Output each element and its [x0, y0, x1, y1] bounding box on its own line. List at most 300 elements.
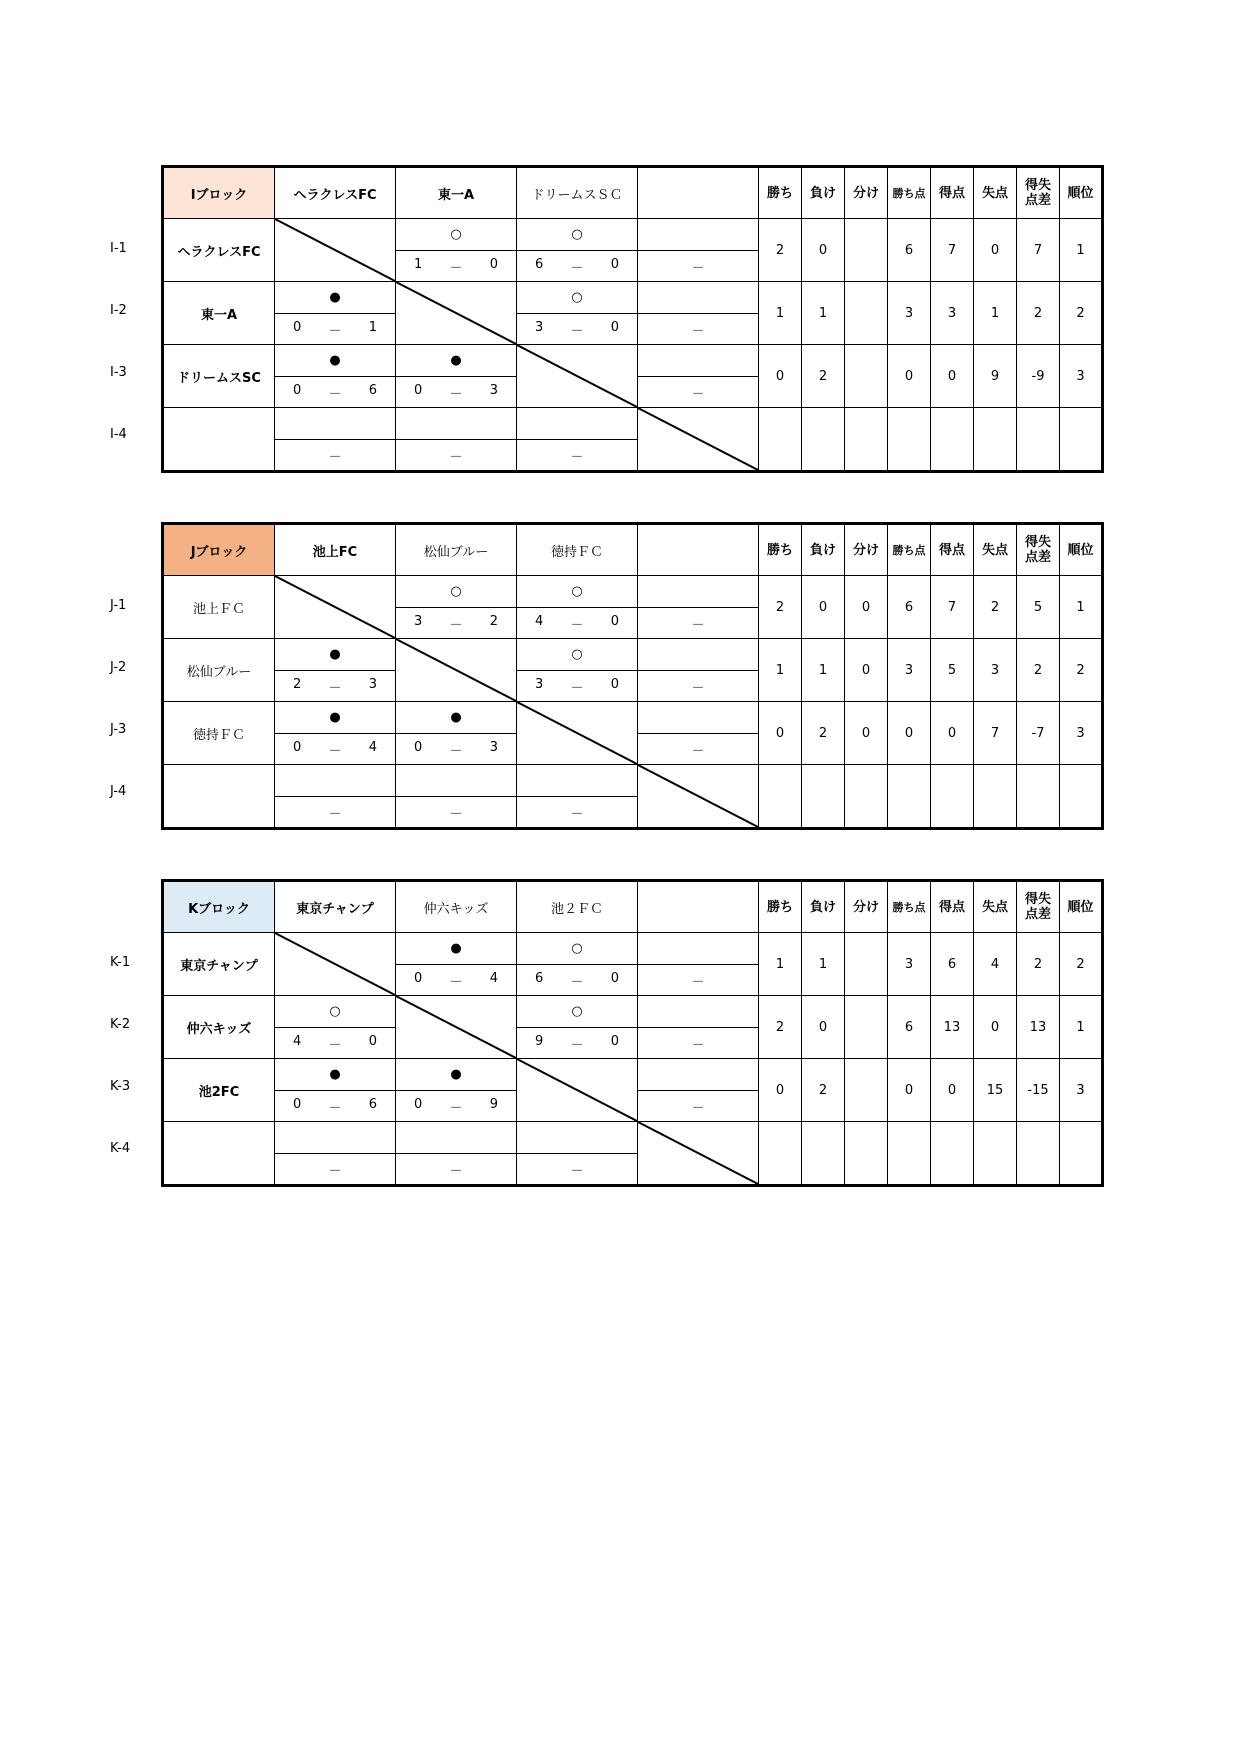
result-mark: [638, 702, 759, 734]
stat-header: 失点: [974, 881, 1017, 933]
team-row: [163, 1122, 1103, 1154]
score-wrap: [638, 1097, 758, 1116]
score-part: 0: [489, 256, 498, 272]
match-score: [638, 251, 759, 282]
stat-value: 1: [759, 933, 802, 996]
row-id-label: I-2: [110, 303, 127, 318]
score-part: －: [449, 743, 463, 759]
row-id-label: J-2: [110, 660, 127, 675]
stat-value: [759, 765, 802, 829]
match-score: [275, 1091, 396, 1122]
team-name: ヘラクレスFC: [163, 219, 275, 282]
stat-header: 勝ち点: [888, 524, 931, 576]
stat-value: 3: [888, 639, 931, 702]
match-score: [275, 377, 396, 408]
team-row: [163, 996, 1103, 1028]
self-match-cell: [396, 639, 517, 702]
stat-header: 負け: [802, 881, 845, 933]
result-mark: [275, 1122, 396, 1154]
score-part: －: [570, 974, 584, 990]
match-score: [275, 314, 396, 345]
score-part: 4: [489, 970, 498, 986]
score-wrap: [517, 257, 637, 276]
stat-value: [845, 282, 888, 345]
result-mark: ○: [396, 219, 517, 251]
row-id-label: I-1: [110, 241, 127, 256]
stat-value: [759, 1122, 802, 1186]
stat-value: [845, 345, 888, 408]
self-match-cell: [638, 765, 759, 829]
score-part: －: [328, 449, 342, 465]
result-mark: [517, 1122, 638, 1154]
diagonal-line: [517, 702, 637, 764]
stat-value: 1: [1060, 576, 1103, 639]
stat-value: [802, 765, 845, 829]
score-wrap: [396, 740, 516, 759]
score-wrap: [517, 446, 637, 465]
diagonal-line: [638, 1122, 758, 1184]
result-mark: ●: [396, 702, 517, 734]
score-part: －: [570, 260, 584, 276]
result-mark: [638, 996, 759, 1028]
self-match-cell: [275, 219, 396, 282]
standings-table: [161, 879, 1104, 1187]
team-name: 東京チャンプ: [163, 933, 275, 996]
match-score: [275, 734, 396, 765]
score-part: －: [691, 260, 705, 276]
stat-value: 2: [1017, 639, 1060, 702]
score-part: －: [449, 386, 463, 402]
score-part: 2: [293, 676, 302, 692]
score-wrap: [396, 614, 516, 633]
stat-header-text: 得失点差: [1024, 178, 1051, 208]
result-mark: [638, 219, 759, 251]
stat-value: 2: [802, 345, 845, 408]
score-wrap: [396, 383, 516, 402]
team-row: [163, 702, 1103, 734]
score-wrap: [638, 740, 758, 759]
result-mark: [517, 408, 638, 440]
result-mark: ○: [275, 996, 396, 1028]
result-mark: ○: [517, 639, 638, 671]
score-part: 0: [414, 382, 423, 398]
result-mark: [638, 282, 759, 314]
self-match-cell: [275, 576, 396, 639]
opponent-header: 仲六キッズ: [396, 881, 517, 933]
score-wrap: [396, 971, 516, 990]
self-match-cell: [517, 345, 638, 408]
stat-value: -15: [1017, 1059, 1060, 1122]
result-mark: ●: [396, 1059, 517, 1091]
block-name: Jブロック: [163, 524, 275, 576]
score-part: －: [449, 806, 463, 822]
score-wrap: [275, 803, 395, 822]
score-wrap: [396, 1160, 516, 1179]
stat-value: 2: [759, 996, 802, 1059]
team-name: [163, 408, 275, 472]
row-id-label: J-4: [110, 784, 127, 799]
block-name: Iブロック: [163, 167, 275, 219]
score-part: －: [691, 617, 705, 633]
opponent-header: [638, 881, 759, 933]
stat-value: 13: [931, 996, 974, 1059]
score-wrap: [638, 971, 758, 990]
match-score: [517, 440, 638, 472]
match-score: [396, 797, 517, 829]
score-wrap: [396, 446, 516, 465]
score-part: －: [449, 1163, 463, 1179]
stat-value: [845, 765, 888, 829]
score-wrap: [517, 677, 637, 696]
team-row: [163, 1059, 1103, 1091]
score-part: －: [570, 449, 584, 465]
match-score: [638, 1091, 759, 1122]
stat-value: 1: [802, 282, 845, 345]
stat-value: 2: [802, 702, 845, 765]
match-score: [517, 965, 638, 996]
diagonal-line: [275, 576, 395, 638]
stat-value: 4: [974, 933, 1017, 996]
stat-header: 順位: [1060, 167, 1103, 219]
score-part: －: [328, 806, 342, 822]
stat-value: 6: [888, 996, 931, 1059]
score-wrap: [517, 320, 637, 339]
stat-header: 分け: [845, 167, 888, 219]
match-score: [517, 671, 638, 702]
score-part: －: [691, 1037, 705, 1053]
row-id-label: I-4: [110, 427, 127, 442]
diagonal-line: [396, 282, 516, 344]
result-mark: ○: [517, 933, 638, 965]
stat-value: 0: [845, 576, 888, 639]
stat-value: 3: [1060, 1059, 1103, 1122]
stat-header: 得点: [931, 881, 974, 933]
score-part: 3: [414, 613, 423, 629]
self-match-cell: [396, 282, 517, 345]
row-id-label: J-1: [110, 598, 127, 613]
score-part: －: [449, 1100, 463, 1116]
stat-value: [1060, 1122, 1103, 1186]
score-wrap: [517, 971, 637, 990]
header-row: [163, 524, 1103, 576]
stat-value: 1: [759, 639, 802, 702]
team-row: [163, 933, 1103, 965]
diagonal-line: [396, 996, 516, 1058]
result-mark: ○: [517, 219, 638, 251]
stat-header: 勝ち: [759, 524, 802, 576]
stat-header: 勝ち点: [888, 881, 931, 933]
team-row: [163, 408, 1103, 440]
opponent-header: 池上FC: [275, 524, 396, 576]
score-wrap: [275, 446, 395, 465]
score-part: 0: [610, 613, 619, 629]
stat-header: [1017, 881, 1060, 933]
match-score: [638, 1028, 759, 1059]
match-score: [638, 314, 759, 345]
diagonal-line: [517, 345, 637, 407]
stat-header: [1017, 167, 1060, 219]
score-part: 2: [489, 613, 498, 629]
stat-value: [1060, 765, 1103, 829]
team-name: [163, 765, 275, 829]
score-part: 0: [610, 319, 619, 335]
match-score: [517, 1028, 638, 1059]
score-wrap: [638, 383, 758, 402]
stat-value: 2: [759, 576, 802, 639]
score-part: 9: [489, 1096, 498, 1112]
row-id-label: K-1: [110, 955, 131, 970]
stat-value: 3: [888, 282, 931, 345]
diagonal-line: [275, 219, 395, 281]
stat-header: 分け: [845, 524, 888, 576]
stat-value: 2: [802, 1059, 845, 1122]
opponent-header: [638, 167, 759, 219]
stat-value: [1017, 408, 1060, 472]
stat-value: [974, 408, 1017, 472]
result-mark: [638, 576, 759, 608]
result-mark: ●: [275, 702, 396, 734]
score-part: 3: [368, 676, 377, 692]
result-mark: [396, 1122, 517, 1154]
opponent-header: ヘラクレスFC: [275, 167, 396, 219]
stat-value: 3: [1060, 345, 1103, 408]
score-part: 0: [293, 1096, 302, 1112]
stat-header: 順位: [1060, 524, 1103, 576]
score-part: －: [691, 386, 705, 402]
team-name: [163, 1122, 275, 1186]
result-mark: ○: [517, 576, 638, 608]
stat-value: -7: [1017, 702, 1060, 765]
result-mark: [638, 639, 759, 671]
opponent-header: 徳持ＦＣ: [517, 524, 638, 576]
match-score: [638, 608, 759, 639]
stat-value: 6: [888, 576, 931, 639]
stat-value: [931, 1122, 974, 1186]
result-mark: ●: [275, 345, 396, 377]
self-match-cell: [638, 1122, 759, 1186]
score-wrap: [275, 1097, 395, 1116]
score-part: 0: [414, 970, 423, 986]
score-wrap: [517, 1034, 637, 1053]
score-part: －: [328, 743, 342, 759]
match-score: [396, 608, 517, 639]
match-score: [517, 314, 638, 345]
match-score: [275, 797, 396, 829]
score-wrap: [275, 740, 395, 759]
stat-value: 2: [1017, 282, 1060, 345]
stat-value: 3: [888, 933, 931, 996]
stat-header: 勝ち: [759, 881, 802, 933]
stat-value: 0: [802, 996, 845, 1059]
match-score: [517, 797, 638, 829]
team-name: 池上ＦＣ: [163, 576, 275, 639]
score-part: 0: [368, 1033, 377, 1049]
score-part: －: [328, 1037, 342, 1053]
score-wrap: [275, 383, 395, 402]
score-wrap: [638, 1034, 758, 1053]
stat-value: 1: [802, 639, 845, 702]
stat-header-text: 得失点差: [1024, 535, 1051, 565]
score-part: －: [449, 617, 463, 633]
self-match-cell: [275, 933, 396, 996]
score-part: 9: [535, 1033, 544, 1049]
score-wrap: [638, 677, 758, 696]
stat-value: 0: [802, 219, 845, 282]
match-score: [517, 608, 638, 639]
stat-value: 0: [931, 1059, 974, 1122]
stat-value: [845, 933, 888, 996]
self-match-cell: [396, 996, 517, 1059]
score-part: －: [570, 617, 584, 633]
result-mark: ●: [275, 282, 396, 314]
stat-value: 1: [1060, 996, 1103, 1059]
team-name: 松仙ブルー: [163, 639, 275, 702]
stat-value: 3: [931, 282, 974, 345]
match-score: [517, 251, 638, 282]
stat-value: 5: [931, 639, 974, 702]
stat-value: [802, 1122, 845, 1186]
stat-value: 3: [974, 639, 1017, 702]
result-mark: ●: [275, 639, 396, 671]
score-part: 0: [414, 739, 423, 755]
stat-header: 勝ち: [759, 167, 802, 219]
score-part: －: [328, 1163, 342, 1179]
score-part: 0: [414, 1096, 423, 1112]
stat-value: 1: [1060, 219, 1103, 282]
standings-table: [161, 522, 1104, 830]
diagonal-line: [638, 765, 758, 827]
result-mark: ○: [517, 996, 638, 1028]
match-score: [396, 440, 517, 472]
stat-header: 得点: [931, 167, 974, 219]
score-wrap: [396, 803, 516, 822]
score-part: －: [328, 1100, 342, 1116]
score-part: 4: [368, 739, 377, 755]
stat-value: 6: [888, 219, 931, 282]
score-part: 0: [293, 319, 302, 335]
score-part: －: [328, 680, 342, 696]
league-block: [0, 165, 1240, 479]
match-score: [396, 734, 517, 765]
score-wrap: [638, 320, 758, 339]
stat-value: 7: [1017, 219, 1060, 282]
stat-value: 0: [845, 639, 888, 702]
score-part: 0: [610, 676, 619, 692]
stat-header: 失点: [974, 524, 1017, 576]
score-part: 6: [368, 382, 377, 398]
league-block: [0, 522, 1240, 836]
score-part: －: [449, 260, 463, 276]
team-name: ドリームスSC: [163, 345, 275, 408]
stat-value: 0: [974, 996, 1017, 1059]
stat-value: 1: [802, 933, 845, 996]
team-row: [163, 219, 1103, 251]
row-id-label: I-3: [110, 365, 127, 380]
stat-value: 0: [759, 702, 802, 765]
result-mark: ○: [396, 576, 517, 608]
score-part: －: [449, 449, 463, 465]
score-part: 6: [535, 256, 544, 272]
stat-header: 勝ち点: [888, 167, 931, 219]
stat-value: 0: [802, 576, 845, 639]
stat-value: 2: [974, 576, 1017, 639]
match-score: [638, 965, 759, 996]
score-part: －: [691, 743, 705, 759]
stat-header: [1017, 524, 1060, 576]
result-mark: [275, 765, 396, 797]
team-name: 池2FC: [163, 1059, 275, 1122]
team-name: 東一A: [163, 282, 275, 345]
stat-value: [1017, 765, 1060, 829]
row-id-label: K-3: [110, 1079, 131, 1094]
score-part: 0: [610, 970, 619, 986]
score-part: 3: [535, 319, 544, 335]
score-part: －: [691, 974, 705, 990]
score-part: 4: [535, 613, 544, 629]
stat-value: 15: [974, 1059, 1017, 1122]
team-row: [163, 282, 1103, 314]
team-name: 徳持ＦＣ: [163, 702, 275, 765]
score-part: －: [570, 680, 584, 696]
score-part: －: [449, 974, 463, 990]
self-match-cell: [517, 702, 638, 765]
stat-header: 分け: [845, 881, 888, 933]
diagonal-line: [517, 1059, 637, 1121]
stat-value: 7: [931, 576, 974, 639]
result-mark: [638, 933, 759, 965]
score-wrap: [517, 614, 637, 633]
stat-value: [759, 408, 802, 472]
opponent-header: [638, 524, 759, 576]
match-score: [396, 965, 517, 996]
team-row: [163, 639, 1103, 671]
score-part: 0: [293, 739, 302, 755]
match-score: [396, 251, 517, 282]
score-part: 0: [610, 256, 619, 272]
stat-value: 0: [888, 345, 931, 408]
result-mark: [396, 765, 517, 797]
stat-value: 0: [888, 702, 931, 765]
league-block: [0, 879, 1240, 1193]
match-score: [638, 377, 759, 408]
score-part: －: [691, 680, 705, 696]
team-row: [163, 576, 1103, 608]
stat-value: 0: [759, 1059, 802, 1122]
stat-value: 0: [974, 219, 1017, 282]
stat-header: 失点: [974, 167, 1017, 219]
stat-value: [888, 765, 931, 829]
stat-header: 負け: [802, 524, 845, 576]
score-part: －: [691, 1100, 705, 1116]
stat-value: [1017, 1122, 1060, 1186]
block-name: Kブロック: [163, 881, 275, 933]
score-wrap: [517, 1160, 637, 1179]
match-score: [638, 671, 759, 702]
match-score: [275, 671, 396, 702]
team-row: [163, 765, 1103, 797]
score-wrap: [275, 1160, 395, 1179]
score-part: －: [570, 323, 584, 339]
score-wrap: [638, 614, 758, 633]
result-mark: ●: [396, 345, 517, 377]
stat-value: [888, 1122, 931, 1186]
stat-value: 5: [1017, 576, 1060, 639]
stat-value: [931, 408, 974, 472]
stat-value: 2: [1017, 933, 1060, 996]
stat-value: [845, 219, 888, 282]
stat-header: 順位: [1060, 881, 1103, 933]
stat-value: 0: [845, 702, 888, 765]
